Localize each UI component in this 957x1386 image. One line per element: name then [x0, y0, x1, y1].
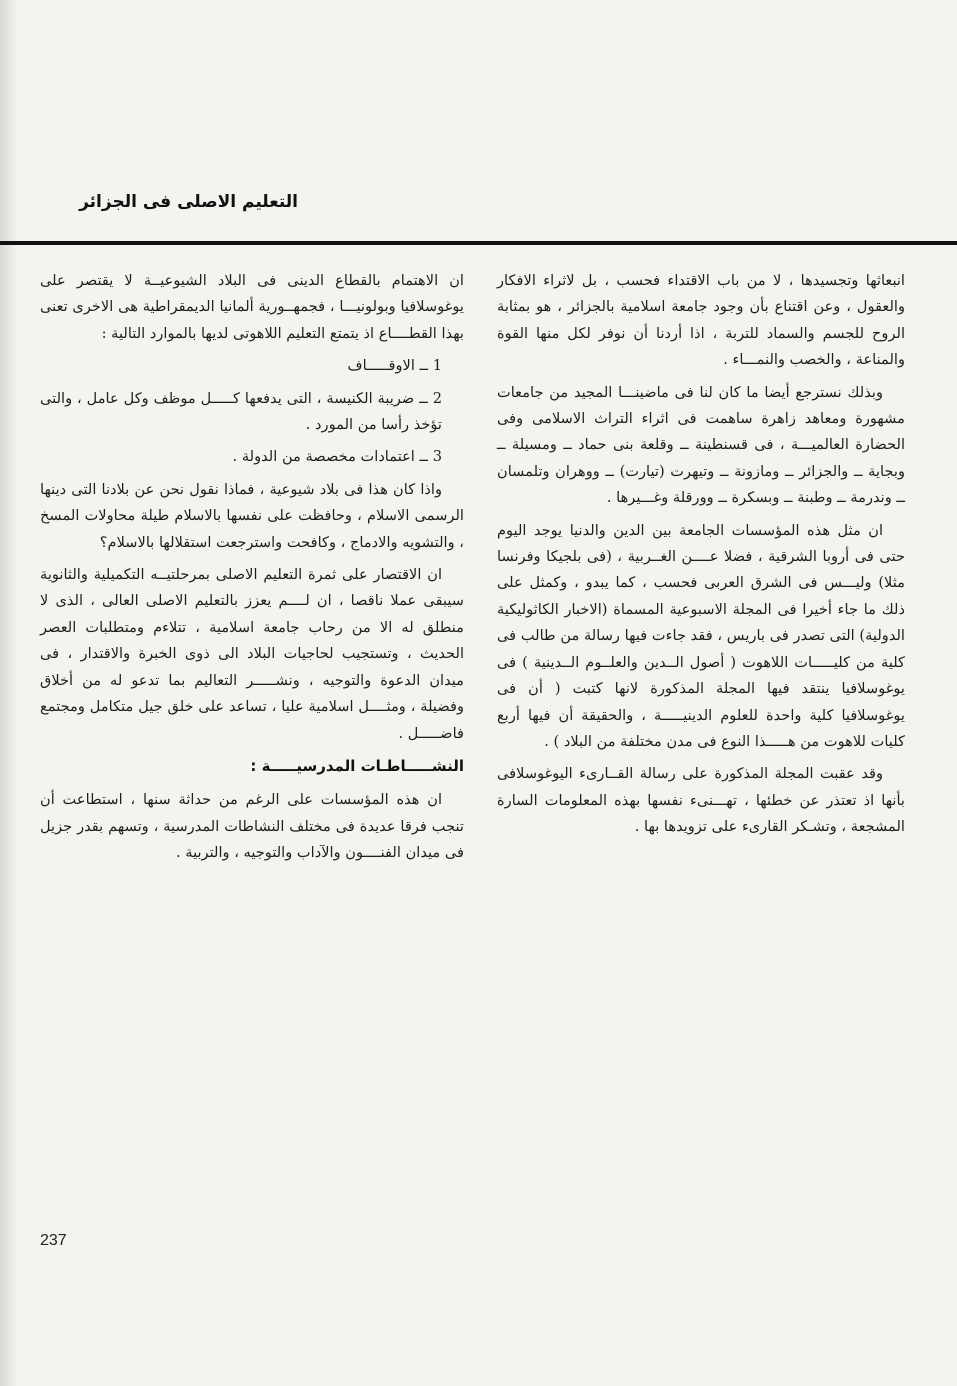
page-number: 237 — [40, 1232, 67, 1249]
paragraph: واذا كان هذا فى بلاد شيوعية ، فماذا نقول نحن عن بلادنا التى دينها الرسمى الاسلام ، وحافظت على نفسها بالاسلام طيلة محاولات المسخ ، والتشويه والادماج ، وكافحت واسترجعت استقلالها بالاسلام؟ — [40, 480, 464, 551]
paragraph: ان الاهتمام بالقطاع الدينى فى البلاد الشيوعيــة لا يقتصر على يوغوسلافيا وبولونيـــا ، فجمهــورية ألمانيا الديمقراطية هى الاخرى تعنى بهذا القطــــاع اذ يتمتع التعليم اللاهوتى لديها بالموارد التالية : — [40, 272, 464, 342]
paragraph: ان مثل هذه المؤسسات الجامعة بين الدين والدنيا يوجد اليوم حتى فى أروبا الشرقية ، فضلا عــــن الغــربية ، (فى بلجيكا وفرنسا مثلا) وليـــس فى الشرق العربى فحسب ، كما يبدو ، وكمثل على ذلك ما جاء أخيرا فى المجلة الاسبوعية المسماة (الاخبار الكاثوليكية الدولية) التى تصدر فى باريس ، فقد جاءت فيها رسالة من طالب فى كلية من كليـــــات اللاهوت ( أصول الــدين والعلــوم الــدينية ) فى يوغوسلافيا ينتقد فيها المجلة المذكورة لانها كتبت ( أن فى يوغوسلافيا كلية واحدة للعلوم الدينيـــــة ، والحقيقة أن فيها أربع كليات للاهوت من هـــــذا النوع فى مدن مختلفة من البلاد ) . — [497, 521, 905, 750]
page-binding-edge — [0, 0, 18, 1386]
paragraph: وقد عقبت المجلة المذكورة على رسالة القــارىء اليوغوسلافى بأنها اذ تعتذر عن خطئها ، تهـــنىء نفسها بهذه المعلومات السارة المشجعة ، وتشـكر القارىء على تزويدها بها . — [497, 765, 905, 836]
list-item: 3 ــ اعتمادات مخصصة من الدولة . — [232, 448, 442, 466]
paragraph: انبعاثها وتجسيدها ، لا من باب الاقتداء فحسب ، بل لاثراء الافكار والعقول ، وعن اقتناع بأن وجود جامعة اسلامية بالجزائر ، هو بمثابة الروح للجسم والسماد للتربة ، اذا أردنا أن نوفر لكل منها القوة والمناعة ، والخصب والنمـــاء . — [497, 272, 905, 369]
running-head: التعليم الاصلى فى الجزائر — [79, 192, 298, 212]
left-column — [40, 268, 464, 873]
list-item: 1 ــ الاوقـــــاف — [347, 357, 442, 375]
paragraph: وبذلك نسترجع أيضا ما كان لنا فى ماضينـــا المجيد من جامعات مشهورة ومعاهد زاهرة ساهمت فى اثراء التراث الاسلامى وفى الحضارة العالميـــة ، فى قسنطينة ــ وقلعة بنى حماد ــ ومسيلة ــ وبجاية ــ والجزائر ــ ومازونة ــ وتيهرت (تيارت) ــ ووهران وتلمسان ــ وندرمة ــ وطبنة ــ وبسكرة ــ وورقلة وغـــيرها . — [497, 383, 905, 507]
section-heading: النشـــــاطـات المدرسيـــــة : — [250, 756, 464, 775]
paragraph: ان الاقتصار على ثمرة التعليم الاصلى بمرحلتيــه التكميلية والثانوية سيبقى عملا ناقصا ، ان لــــم يعزز بالتعليم الاصلى العالى ، الذى لا منطلق له الا من رحاب جامعة اسلامية ، تتلاءم ومتطلبات العصر الحديث ، وتستجيب لحاجيات البلاد الى ذوى الخبرة والاقتدار ، فى ميدان الدعوة والتوجيه ، ونشـــــر التعاليم بما تدعو له من أخلاق وفضيلة ، ومثــــل اسلامية عليا ، تساعد على خلق جيل متكامل ومجتمع فاضـــــل . — [40, 566, 464, 742]
header-rule — [0, 241, 957, 245]
right-column — [497, 268, 905, 847]
paragraph: ان هذه المؤسسات على الرغم من حداثة سنها ، استطاعت أن تنجب فرقا عديدة فى مختلف النشاطات المدرسية ، وتسهم بقدر جزيل فى ميدان الفنــــون والآداب والتوجيه ، والتربية . — [40, 791, 464, 862]
list-item: 2 ــ ضريبة الكنيسة ، التى يدفعها كـــــل موظف وكل عامل ، والتى تؤخذ رأسا من المورد . — [40, 389, 442, 434]
